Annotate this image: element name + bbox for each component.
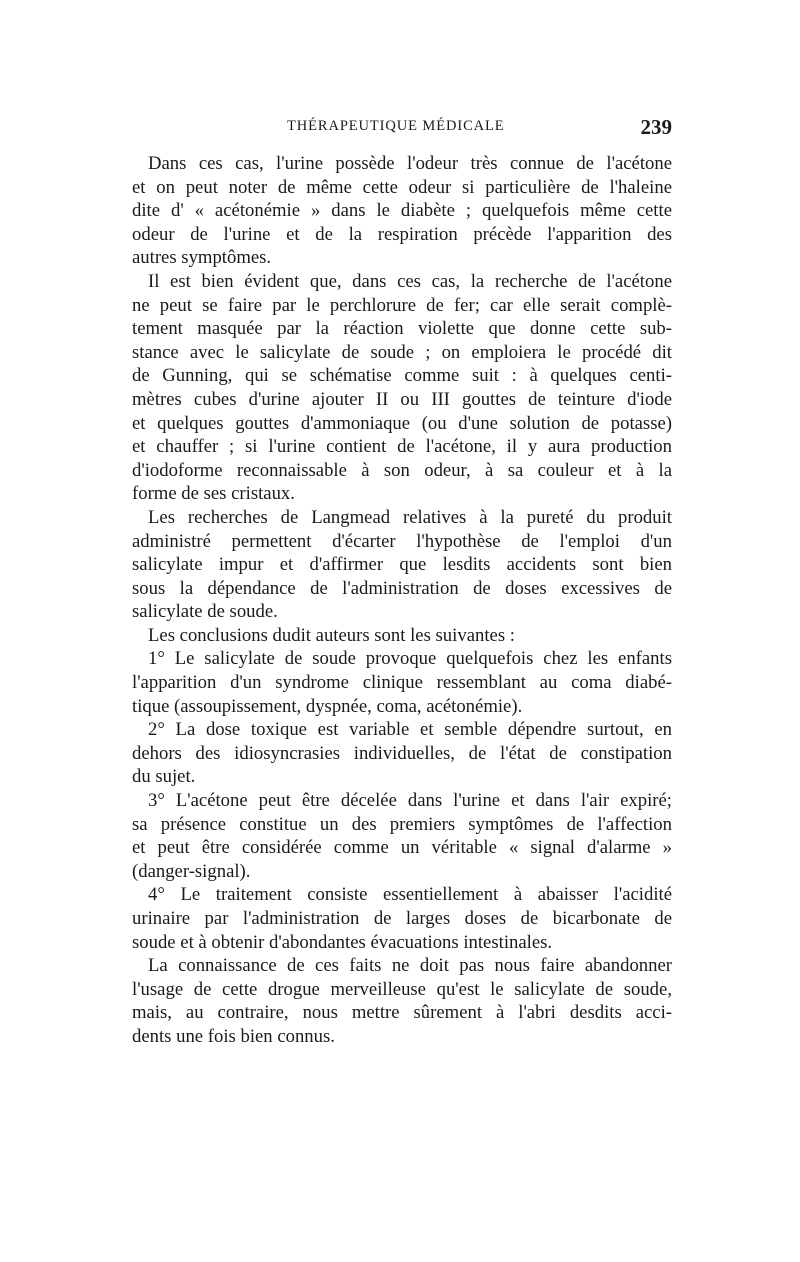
text-line: odeur de l'urine et de la respiration précède l'apparition des (132, 223, 672, 245)
paragraph (132, 624, 672, 648)
text-line: Les conclusions dudit auteurs sont les suivantes : (148, 624, 515, 646)
paragraph (132, 718, 672, 789)
text-line: 3° L'acétone peut être décelée dans l'urine et dans l'air expiré; (148, 790, 672, 812)
text-line: dehors des idiosyncrasies individuelles, de l'état de constipation (132, 742, 672, 764)
text-line: soude et à obtenir d'abondantes évacuations intestinales. (132, 931, 553, 953)
text-line: et chauffer ; si l'urine contient de l'acétone, il y aura production (132, 436, 672, 458)
running-title: THÉRAPEUTIQUE MÉDICALE (287, 118, 505, 134)
page-number: 239 (640, 115, 672, 139)
paragraph (132, 789, 672, 883)
text-line: de Gunning, qui se schématise comme suit : à quelques centi- (132, 365, 672, 387)
text-line: Les recherches de Langmead relatives à la pureté du produit (148, 506, 672, 528)
text-line: La connaissance de ces faits ne doit pas nous faire abandonner (148, 955, 672, 977)
text-line: sa présence constitue un des premiers symptômes de l'affection (132, 813, 672, 835)
paragraph (132, 954, 672, 1048)
text-line: sous la dépendance de l'administration de doses excessives de (132, 577, 672, 599)
text-line: administré permettent d'écarter l'hypothèse de l'emploi d'un (132, 530, 672, 552)
text-line: (danger-signal). (132, 860, 251, 882)
text-line: ne peut se faire par le perchlorure de fer; car elle serait complè- (132, 294, 672, 316)
paragraph (132, 647, 672, 718)
text-line: et peut être considérée comme un véritable « signal d'alarme » (132, 837, 672, 859)
text-line: d'iodoforme reconnaissable à son odeur, à sa couleur et à la (132, 459, 672, 481)
text-line: Dans ces cas, l'urine possède l'odeur très connue de l'acétone (148, 153, 672, 174)
text-line: stance avec le salicylate de soude ; on emploiera le procédé dit (132, 341, 672, 363)
text-line: salicylate impur et d'affirmer que lesdits accidents sont bien (132, 554, 672, 576)
text-line: 4° Le traitement consiste essentiellement à abaisser l'acidité (148, 884, 672, 906)
text-line: urinaire par l'administration de larges doses de bicarbonate de (132, 908, 672, 929)
text-line: l'apparition d'un syndrome clinique ressemblant au coma diabé- (132, 672, 672, 694)
text-line: mètres cubes d'urine ajouter II ou III gouttes de teinture d'iode (132, 388, 672, 410)
text-line: et on peut noter de même cette odeur si particulière de l'haleine (132, 176, 672, 198)
text-line: autres symptômes. (132, 247, 272, 269)
paragraph (132, 270, 672, 506)
paragraph (132, 506, 672, 624)
body-text (132, 152, 672, 1049)
text-line: tique (assoupissement, dyspnée, coma, acétonémie). (132, 695, 523, 717)
text-line: et quelques gouttes d'ammoniaque (ou d'une solution de potasse) (132, 412, 672, 434)
paragraph (132, 152, 672, 270)
text-line: 1° Le salicylate de soude provoque quelquefois chez les enfants (148, 648, 672, 670)
text-line: Il est bien évident que, dans ces cas, la recherche de l'acétone (148, 270, 672, 292)
text-line: 2° La dose toxique est variable et semble dépendre surtout, en (148, 719, 672, 741)
paragraph (132, 883, 672, 954)
text-line: forme de ses cristaux. (132, 483, 295, 505)
running-header (132, 115, 672, 142)
text-line: du sujet. (132, 766, 196, 788)
text-line: dents une fois bien connus. (132, 1025, 335, 1047)
text-line: dite d' « acétonémie » dans le diabète ; quelquefois même cette (132, 200, 672, 222)
text-line: mais, au contraire, nous mettre sûrement à l'abri desdits acci- (132, 1002, 672, 1024)
text-line: salicylate de soude. (132, 601, 278, 623)
text-line: l'usage de cette drogue merveilleuse qu'est le salicylate de soude, (132, 978, 672, 1000)
text-line: tement masquée par la réaction violette que donne cette sub- (132, 318, 672, 340)
